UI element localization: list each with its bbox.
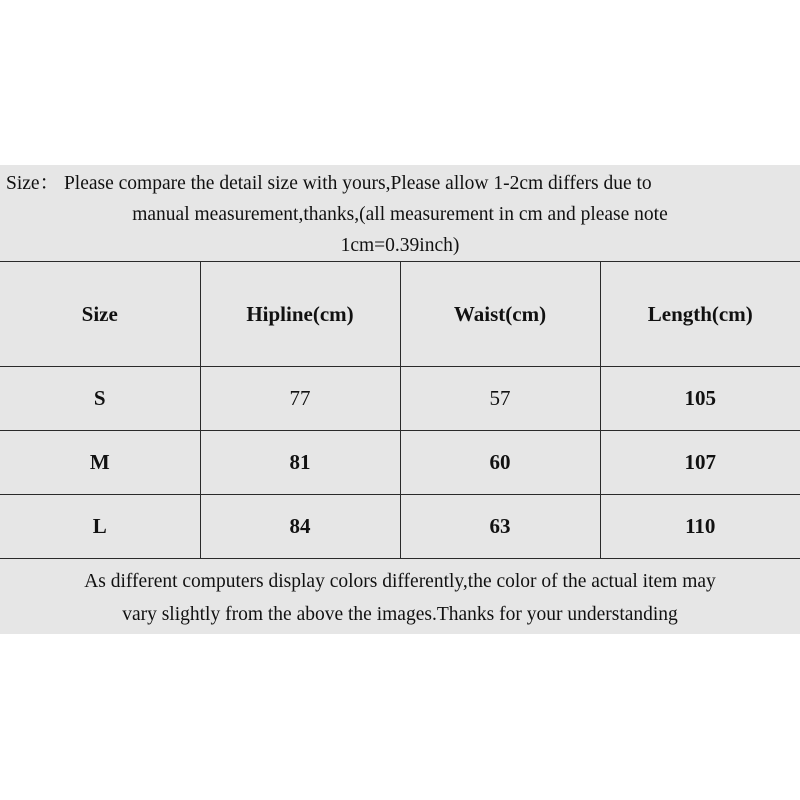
- header-length: Length(cm): [600, 262, 800, 367]
- outro-line-1: As different computers display colors differently,the color of the actual item may: [84, 571, 716, 592]
- header-hipline: Hipline(cm): [200, 262, 400, 367]
- size-cell: M: [0, 431, 200, 495]
- intro-line-2: manual measurement,thanks,(all measurement in cm and please note: [132, 204, 668, 225]
- hipline-cell: 81: [200, 431, 400, 495]
- intro-line-1: Size： Please compare the detail size with yours,Please allow 1-2cm differs due to: [6, 173, 652, 194]
- outro-line-2: vary slightly from the above the images.Thanks for your understanding: [122, 604, 678, 625]
- length-cell: 110: [600, 495, 800, 559]
- waist-cell: 60: [400, 431, 600, 495]
- color-disclaimer-note: [0, 565, 800, 631]
- length-cell: 105: [600, 367, 800, 431]
- table-row: [0, 367, 800, 431]
- size-cell: S: [0, 367, 200, 431]
- waist-cell: 57: [400, 367, 600, 431]
- size-table: [0, 261, 800, 559]
- size-intro-note: [0, 168, 800, 262]
- hipline-cell: 77: [200, 367, 400, 431]
- table-row: [0, 431, 800, 495]
- hipline-cell: 84: [200, 495, 400, 559]
- intro-line-3: 1cm=0.39inch): [340, 235, 460, 256]
- header-size: Size: [0, 262, 200, 367]
- header-waist: Waist(cm): [400, 262, 600, 367]
- table-row: [0, 495, 800, 559]
- size-cell: L: [0, 495, 200, 559]
- waist-cell: 63: [400, 495, 600, 559]
- table-header-row: [0, 262, 800, 367]
- length-cell: 107: [600, 431, 800, 495]
